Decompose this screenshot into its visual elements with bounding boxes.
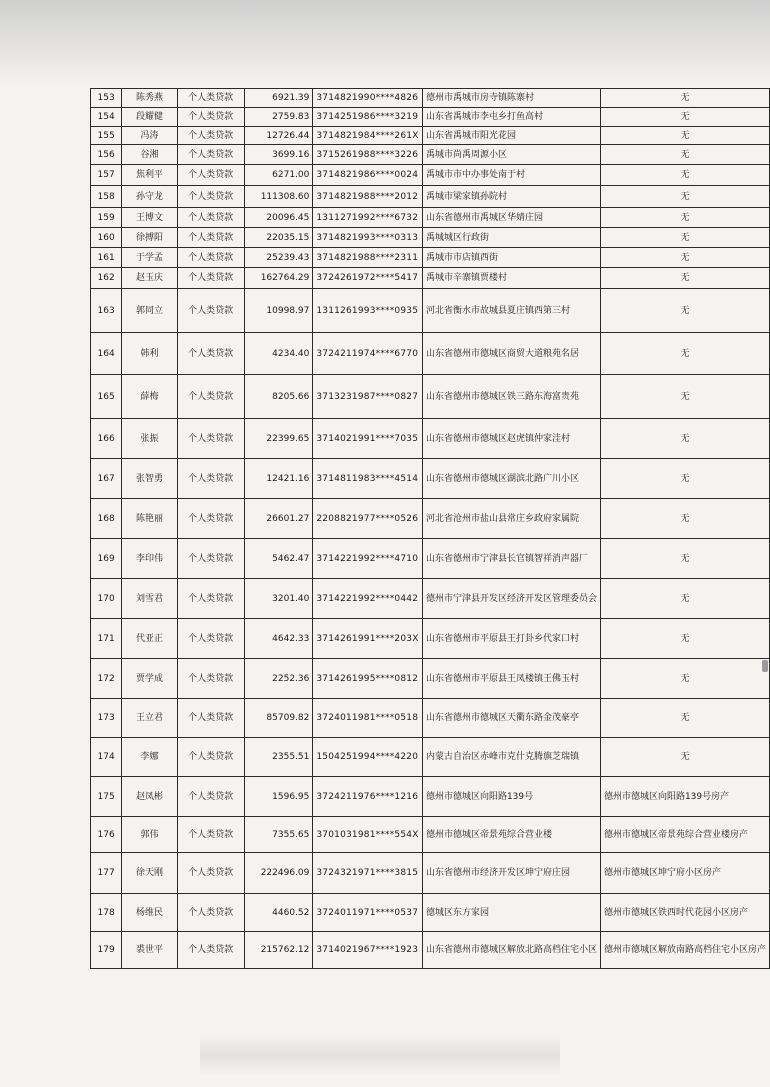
row-number-cell: 153 [91,89,122,108]
loan-amount-cell: 111308.60 [244,186,313,208]
collateral-cell: 德州市德城区铁西时代花园小区房产 [600,894,769,932]
borrower-name-cell: 张振 [122,419,178,459]
address-cell: 山东省德州市德城区商贸大道粮苑名居 [422,333,600,375]
loan-type-cell: 个人类贷款 [177,289,244,333]
address-cell: 山东省德州市经济开发区坤宁府庄园 [422,853,600,894]
table-row [91,89,770,108]
id-number-cell: 3714821988****2311 [313,248,423,268]
collateral-cell: 无 [600,165,769,186]
loan-table [90,88,770,969]
id-number-cell: 3715261988****3226 [313,145,423,165]
collateral-cell: 无 [600,127,769,145]
loan-type-cell: 个人类贷款 [177,186,244,208]
borrower-name-cell: 孙守龙 [122,186,178,208]
id-number-cell: 3714821993****0313 [313,228,423,248]
id-number-cell: 3714821988****2012 [313,186,423,208]
loan-amount-cell: 10998.97 [244,289,313,333]
address-cell: 禹城市辛寨镇贾楼村 [422,268,600,289]
loan-type-cell: 个人类贷款 [177,89,244,108]
row-number-cell: 157 [91,165,122,186]
loan-type-cell: 个人类贷款 [177,127,244,145]
address-cell: 山东省禹城市李屯乡打鱼高村 [422,108,600,127]
id-number-cell: 3724011981****0518 [313,699,423,738]
collateral-cell: 无 [600,89,769,108]
row-number-cell: 162 [91,268,122,289]
loan-type-cell: 个人类贷款 [177,817,244,853]
row-number-cell: 160 [91,228,122,248]
borrower-name-cell: 谷湘 [122,145,178,165]
collateral-cell: 无 [600,499,769,539]
loan-amount-cell: 20096.45 [244,208,313,228]
loan-amount-cell: 3201.40 [244,579,313,619]
borrower-name-cell: 于学孟 [122,248,178,268]
loan-type-cell: 个人类贷款 [177,459,244,499]
borrower-name-cell: 张智勇 [122,459,178,499]
address-cell: 山东省禹城市阳光花园 [422,127,600,145]
id-number-cell: 3724261972****5417 [313,268,423,289]
row-number-cell: 174 [91,738,122,777]
row-number-cell: 177 [91,853,122,894]
loan-type-cell: 个人类贷款 [177,333,244,375]
collateral-cell: 无 [600,539,769,579]
table-row [91,659,770,699]
loan-type-cell: 个人类贷款 [177,499,244,539]
loan-amount-cell: 4642.33 [244,619,313,659]
collateral-cell: 无 [600,579,769,619]
row-number-cell: 156 [91,145,122,165]
loan-type-cell: 个人类贷款 [177,579,244,619]
address-cell: 禹城市尚禹周源小区 [422,145,600,165]
row-number-cell: 175 [91,777,122,817]
address-cell: 山东省德州市德城区解放北路高档住宅小区 [422,932,600,969]
address-cell: 河北省沧州市盐山县常庄乡政府家属院 [422,499,600,539]
borrower-name-cell: 冯涛 [122,127,178,145]
loan-type-cell: 个人类贷款 [177,228,244,248]
borrower-name-cell: 贾学成 [122,659,178,699]
loan-type-cell: 个人类贷款 [177,777,244,817]
borrower-name-cell: 李印伟 [122,539,178,579]
loan-amount-cell: 1596.95 [244,777,313,817]
borrower-name-cell: 王博文 [122,208,178,228]
id-number-cell: 3714821990****4826 [313,89,423,108]
loan-type-cell: 个人类贷款 [177,619,244,659]
scan-bottom-shade [200,1035,560,1075]
borrower-name-cell: 赵凤彬 [122,777,178,817]
loan-type-cell: 个人类贷款 [177,539,244,579]
table-row [91,699,770,738]
loan-type-cell: 个人类贷款 [177,699,244,738]
borrower-name-cell: 裘世平 [122,932,178,969]
id-number-cell: 3714251986****3219 [313,108,423,127]
borrower-name-cell: 段耀健 [122,108,178,127]
table-row [91,333,770,375]
collateral-cell: 无 [600,228,769,248]
table-row [91,539,770,579]
table-row [91,738,770,777]
collateral-cell: 无 [600,419,769,459]
id-number-cell: 3724211976****1216 [313,777,423,817]
row-number-cell: 167 [91,459,122,499]
row-number-cell: 170 [91,579,122,619]
id-number-cell: 3714261995****0812 [313,659,423,699]
row-number-cell: 163 [91,289,122,333]
address-cell: 河北省衡水市故城县夏庄镇西第三村 [422,289,600,333]
loan-type-cell: 个人类贷款 [177,165,244,186]
address-cell: 山东省德州市德城区天衢东路金茂豪亭 [422,699,600,738]
loan-type-cell: 个人类贷款 [177,932,244,969]
collateral-cell: 无 [600,186,769,208]
collateral-cell: 无 [600,619,769,659]
borrower-name-cell: 焦利平 [122,165,178,186]
table-row [91,165,770,186]
table-row [91,817,770,853]
borrower-name-cell: 杨维民 [122,894,178,932]
id-number-cell: 1504251994****4220 [313,738,423,777]
id-number-cell: 3714021967****1923 [313,932,423,969]
table-row [91,853,770,894]
collateral-cell: 德州市德城区帝景苑综合营业楼房产 [600,817,769,853]
id-number-cell: 3714821986****0024 [313,165,423,186]
loan-type-cell: 个人类贷款 [177,738,244,777]
loan-amount-cell: 4234.40 [244,333,313,375]
id-number-cell: 3724321971****3815 [313,853,423,894]
loan-amount-cell: 2759.83 [244,108,313,127]
table-row [91,459,770,499]
loan-amount-cell: 8205.66 [244,375,313,419]
loan-amount-cell: 3699.16 [244,145,313,165]
row-number-cell: 166 [91,419,122,459]
collateral-cell: 无 [600,289,769,333]
address-cell: 禹城市市店镇西街 [422,248,600,268]
loan-amount-cell: 7355.65 [244,817,313,853]
borrower-name-cell: 徐搏阳 [122,228,178,248]
row-number-cell: 179 [91,932,122,969]
loan-type-cell: 个人类贷款 [177,853,244,894]
loan-amount-cell: 6921.39 [244,89,313,108]
loan-amount-cell: 5462.47 [244,539,313,579]
table-row [91,289,770,333]
loan-amount-cell: 22399.65 [244,419,313,459]
id-number-cell: 3724211974****6770 [313,333,423,375]
borrower-name-cell: 王立君 [122,699,178,738]
address-cell: 德城区东方家园 [422,894,600,932]
row-number-cell: 164 [91,333,122,375]
collateral-cell: 德州市德城区解放南路高档住宅小区房产 [600,932,769,969]
collateral-cell: 无 [600,459,769,499]
address-cell: 德州市德城区向阳路139号 [422,777,600,817]
loan-amount-cell: 222496.09 [244,853,313,894]
borrower-name-cell: 陈艳丽 [122,499,178,539]
address-cell: 禹城城区行政街 [422,228,600,248]
loan-amount-cell: 2355.51 [244,738,313,777]
table-row [91,375,770,419]
loan-type-cell: 个人类贷款 [177,268,244,289]
loan-amount-cell: 215762.12 [244,932,313,969]
id-number-cell: 3714221992****0442 [313,579,423,619]
loan-amount-cell: 12726.44 [244,127,313,145]
address-cell: 山东省德州市平原县王打卦乡代家口村 [422,619,600,659]
collateral-cell: 无 [600,738,769,777]
scan-top-shade [0,0,770,86]
id-number-cell: 1311261993****0935 [313,289,423,333]
address-cell: 禹城市市中办事处南于村 [422,165,600,186]
table-row [91,894,770,932]
table-row [91,127,770,145]
address-cell: 山东省德州市德城区湖滨北路广川小区 [422,459,600,499]
loan-amount-cell: 22035.15 [244,228,313,248]
borrower-name-cell: 韩利 [122,333,178,375]
row-number-cell: 159 [91,208,122,228]
collateral-cell: 无 [600,659,769,699]
loan-type-cell: 个人类贷款 [177,248,244,268]
collateral-cell: 无 [600,333,769,375]
collateral-cell: 无 [600,145,769,165]
row-number-cell: 178 [91,894,122,932]
table-row [91,248,770,268]
id-number-cell: 2208821977****0526 [313,499,423,539]
address-cell: 山东省德州市宁津县长官镇智祥消声器厂 [422,539,600,579]
row-number-cell: 165 [91,375,122,419]
loan-type-cell: 个人类贷款 [177,894,244,932]
table-row [91,145,770,165]
table-row [91,499,770,539]
id-number-cell: 3714821984****261X [313,127,423,145]
loan-type-cell: 个人类贷款 [177,419,244,459]
address-cell: 内蒙古自治区赤峰市克什克腾旗芝瑞镇 [422,738,600,777]
row-number-cell: 172 [91,659,122,699]
row-number-cell: 169 [91,539,122,579]
id-number-cell: 1311271992****6732 [313,208,423,228]
borrower-name-cell: 赵玉庆 [122,268,178,289]
table-row [91,579,770,619]
loan-amount-cell: 162764.29 [244,268,313,289]
address-cell: 德州市禹城市房寺镇陈寨村 [422,89,600,108]
loan-amount-cell: 12421.16 [244,459,313,499]
table-row [91,228,770,248]
loan-amount-cell: 85709.82 [244,699,313,738]
loan-type-cell: 个人类贷款 [177,208,244,228]
row-number-cell: 168 [91,499,122,539]
collateral-cell: 无 [600,248,769,268]
address-cell: 山东省德州市德城区铁三路东海富贵苑 [422,375,600,419]
loan-amount-cell: 6271.00 [244,165,313,186]
borrower-name-cell: 代亚正 [122,619,178,659]
borrower-name-cell: 郭同立 [122,289,178,333]
address-cell: 德州市宁津县开发区经济开发区管理委员会 [422,579,600,619]
collateral-cell: 无 [600,208,769,228]
borrower-name-cell: 郭伟 [122,817,178,853]
row-number-cell: 155 [91,127,122,145]
id-number-cell: 3714261991****203X [313,619,423,659]
loan-amount-cell: 2252.36 [244,659,313,699]
address-cell: 山东省德州市禹城区华婧庄园 [422,208,600,228]
loan-type-cell: 个人类贷款 [177,659,244,699]
table-row [91,208,770,228]
table-row [91,268,770,289]
loan-table-body [91,89,770,969]
borrower-name-cell: 薛梅 [122,375,178,419]
table-row [91,186,770,208]
loan-type-cell: 个人类贷款 [177,108,244,127]
table-row [91,419,770,459]
id-number-cell: 3724011971****0537 [313,894,423,932]
table-row [91,777,770,817]
borrower-name-cell: 刘雪君 [122,579,178,619]
id-number-cell: 3713231987****0827 [313,375,423,419]
table-row [91,619,770,659]
loan-amount-cell: 4460.52 [244,894,313,932]
id-number-cell: 3714811983****4514 [313,459,423,499]
borrower-name-cell: 李娜 [122,738,178,777]
row-number-cell: 173 [91,699,122,738]
collateral-cell: 无 [600,108,769,127]
address-cell: 山东省德州市德城区赵虎镇仲家洼村 [422,419,600,459]
id-number-cell: 3714221992****4710 [313,539,423,579]
collateral-cell: 德州市德城区向阳路139号房产 [600,777,769,817]
row-number-cell: 161 [91,248,122,268]
table-row [91,108,770,127]
borrower-name-cell: 徐天刚 [122,853,178,894]
address-cell: 德州市德城区帝景苑综合营业楼 [422,817,600,853]
row-number-cell: 154 [91,108,122,127]
collateral-cell: 无 [600,268,769,289]
loan-amount-cell: 26601.27 [244,499,313,539]
loan-amount-cell: 25239.43 [244,248,313,268]
loan-type-cell: 个人类贷款 [177,145,244,165]
collateral-cell: 德州市德城区坤宁府小区房产 [600,853,769,894]
id-number-cell: 3701031981****554X [313,817,423,853]
address-cell: 山东省德州市平原县王凤楼镇王佛玉村 [422,659,600,699]
borrower-name-cell: 陈秀燕 [122,89,178,108]
row-number-cell: 158 [91,186,122,208]
address-cell: 禹城市梁家镇孙院村 [422,186,600,208]
id-number-cell: 3714021991****7035 [313,419,423,459]
loan-type-cell: 个人类贷款 [177,375,244,419]
table-row [91,932,770,969]
row-number-cell: 176 [91,817,122,853]
collateral-cell: 无 [600,699,769,738]
collateral-cell: 无 [600,375,769,419]
row-number-cell: 171 [91,619,122,659]
